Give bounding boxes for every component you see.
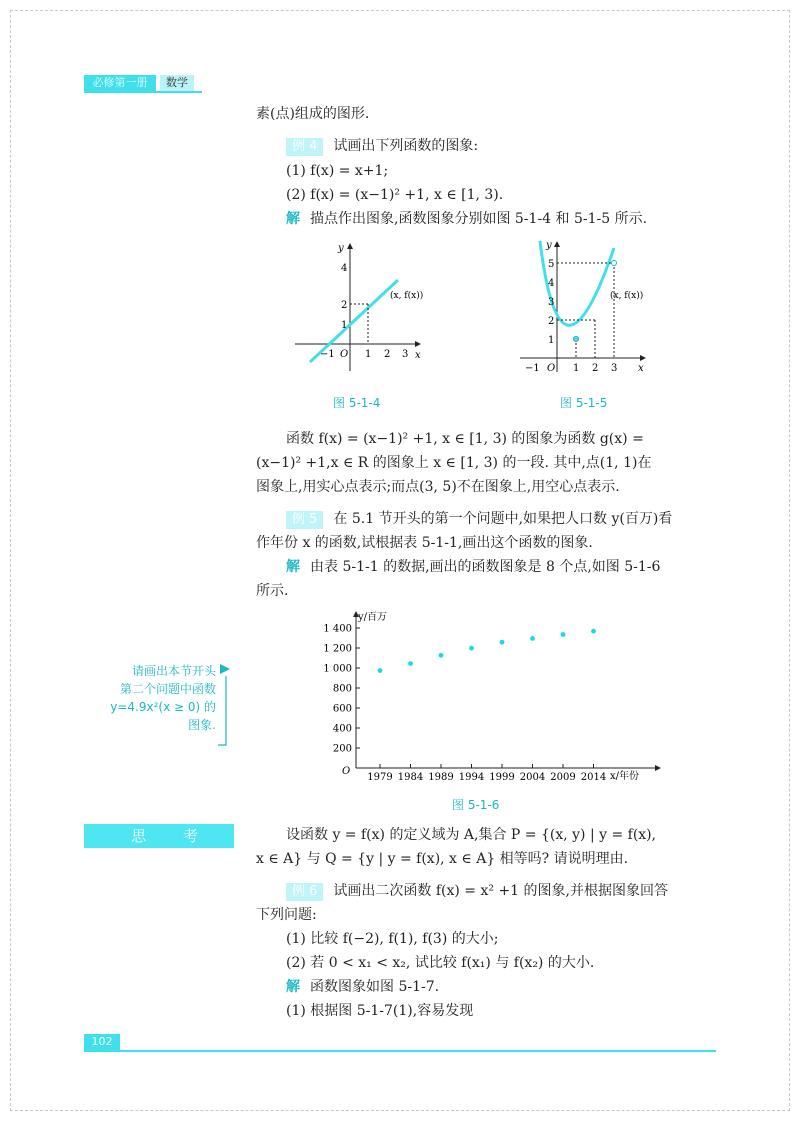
y-tick-label: 1 200 [323, 643, 352, 655]
x-tick-label: 2004 [519, 772, 546, 783]
example-4-solution [286, 208, 647, 230]
hollow-point [612, 261, 617, 266]
data-point [530, 636, 535, 641]
figure-5-1-6-chart [320, 606, 680, 784]
example-5-tag: 例 5 [286, 511, 323, 529]
think-box [84, 824, 234, 848]
solution-label: 解 [286, 211, 300, 227]
x-tick-label: 1989 [428, 772, 454, 783]
header-rule [84, 91, 202, 93]
example-4-solution-text: 描点作出图象,函数图象分别如图 5-1-4 和 5-1-5 所示. [310, 211, 648, 227]
point-label: (x, f(x)) [610, 291, 644, 301]
data-point [378, 668, 383, 673]
data-point [561, 632, 566, 637]
tick-x-neg1: −1 [320, 349, 335, 360]
tick-y-2: 2 [341, 300, 348, 311]
side-note-line-1: 请画出本节开头 [131, 664, 216, 678]
y-tick-label: 1 000 [323, 663, 352, 675]
x-tick-label: 2009 [550, 772, 576, 783]
example-6-line-1 [286, 880, 668, 902]
subject-tag: 数学 [160, 75, 194, 91]
y-axis-name: y [546, 240, 552, 251]
y-tick-label: 600 [332, 703, 352, 715]
solution-label: 解 [286, 559, 300, 575]
think-line-2: x ∈ A} 与 Q = {y | y = f(x), x ∈ A} 相等吗? 请说明理由. [256, 851, 629, 867]
figure-5-1-5 [510, 236, 650, 376]
x-axis-name: x [638, 363, 644, 374]
tick-y-5: 5 [548, 259, 555, 270]
origin-label: O [342, 766, 351, 777]
example-4-item-1: (1) f(x) = x+1; [286, 163, 389, 179]
figure-5-1-4-caption: 图 5-1-4 [333, 396, 381, 410]
y-tick-label: 200 [332, 743, 352, 755]
tick-y-3: 3 [548, 297, 555, 308]
think-label: 思 考 [131, 827, 214, 845]
example-5-solution-text: 由表 5-1-1 的数据,画出的函数图象是 8 个点,如图 5-1-6 [310, 559, 661, 575]
example-6-text: 试画出二次函数 f(x) = x² +1 的图象,并根据图象回答 [333, 883, 668, 899]
side-note [86, 662, 216, 734]
x-axis-name: x [415, 350, 421, 361]
example-5-line-2: 作年份 x 的函数,试根据表 5-1-1,画出这个函数的图象. [256, 535, 593, 551]
solution-label: 解 [286, 979, 300, 995]
data-point [500, 640, 505, 645]
paragraph-line-2: (x−1)² +1,x ∈ R 的图象上 x ∈ [1, 3) 的一段. 其中,点(1, 1)在 [256, 455, 652, 471]
example-6-solution [286, 976, 439, 998]
point-label: (x, f(x)) [390, 291, 424, 301]
paragraph-line-1: 函数 f(x) = (x−1)² +1, x ∈ [1, 3) 的图象为函数 g(x) = [286, 431, 644, 447]
tick-x-2: 2 [592, 363, 599, 374]
x-tick-label: 2014 [580, 772, 607, 783]
example-6-tag: 例 6 [286, 883, 323, 901]
x-tick-label: 1994 [458, 772, 485, 783]
x-axis-label: x/年份 [610, 771, 640, 782]
solid-point [574, 337, 579, 342]
tick-x-neg1: −1 [525, 363, 540, 374]
example-4-title [286, 135, 478, 157]
page-number: 102 [84, 1034, 120, 1050]
tick-x-1: 1 [365, 349, 372, 360]
origin-label: O [547, 363, 556, 374]
example-4-item-2: (2) f(x) = (x−1)² +1, x ∈ [1, 3). [286, 187, 504, 203]
footer-rule [84, 1050, 716, 1052]
think-line-1: 设函数 y = f(x) 的定义域为 A,集合 P = {(x, y) | y = f(x), [286, 827, 657, 843]
example-4-text: 试画出下列函数的图象: [333, 138, 479, 154]
example-6-item-2: (2) 若 0 < x₁ < x₂, 试比较 f(x₁) 与 f(x₂) 的大小. [286, 955, 595, 971]
tick-y-1: 1 [341, 320, 348, 331]
example-5-line-1 [286, 508, 672, 530]
tick-x-3: 3 [611, 363, 618, 374]
example-6-item-1: (1) 比较 f(−2), f(1), f(3) 的大小; [286, 931, 499, 947]
tick-x-2: 2 [384, 349, 391, 360]
figure-5-1-6-caption: 图 5-1-6 [452, 798, 500, 812]
tick-y-1: 1 [548, 335, 555, 346]
figure-5-1-5-caption: 图 5-1-5 [560, 396, 608, 410]
x-tick-label: 1979 [367, 772, 393, 783]
tick-x-1: 1 [573, 363, 580, 374]
data-point [591, 629, 596, 634]
side-note-line-4: 图象. [188, 718, 216, 732]
figure-5-1-4 [290, 236, 430, 376]
example-5-solution-end: 所示. [256, 583, 289, 599]
y-axis-name: y [338, 243, 344, 254]
example-6-line-2: 下列问题: [256, 907, 317, 923]
continued-line: 素(点)组成的图形. [256, 106, 370, 122]
tick-y-2: 2 [548, 316, 555, 327]
tick-x-3: 3 [402, 349, 409, 360]
side-note-line-3: y=4.9x²(x ≥ 0) 的 [110, 700, 216, 714]
example-4-tag: 例 4 [286, 138, 323, 156]
x-tick-label: 1984 [397, 772, 424, 783]
y-axis-label: y/百万 [358, 612, 388, 623]
y-tick-label: 1 400 [323, 623, 352, 635]
y-tick-label: 400 [332, 723, 352, 735]
example-6-solution-text: 函数图象如图 5-1-7. [310, 979, 440, 995]
tick-y-4: 4 [341, 263, 348, 274]
tick-y-4: 4 [548, 278, 555, 289]
side-note-line-2: 第二个问题中函数 [119, 682, 216, 696]
example-5-text: 在 5.1 节开头的第一个问题中,如果把人口数 y(百万)看 [333, 511, 673, 527]
y-tick-label: 800 [332, 683, 352, 695]
example-5-solution [286, 556, 660, 578]
data-point [469, 646, 474, 651]
data-point [439, 653, 444, 658]
side-note-bracket [218, 662, 232, 748]
book-tag: 必修第一册 [84, 75, 156, 91]
x-tick-label: 1999 [489, 772, 515, 783]
data-point [408, 661, 413, 666]
example-6-item-3: (1) 根据图 5-1-7(1),容易发现 [286, 1003, 474, 1019]
origin-label: O [340, 349, 349, 360]
side-note-arrow-icon [220, 664, 230, 674]
paragraph-line-3: 图象上,用实心点表示;而点(3, 5)不在图象上,用空心点表示. [256, 479, 620, 495]
